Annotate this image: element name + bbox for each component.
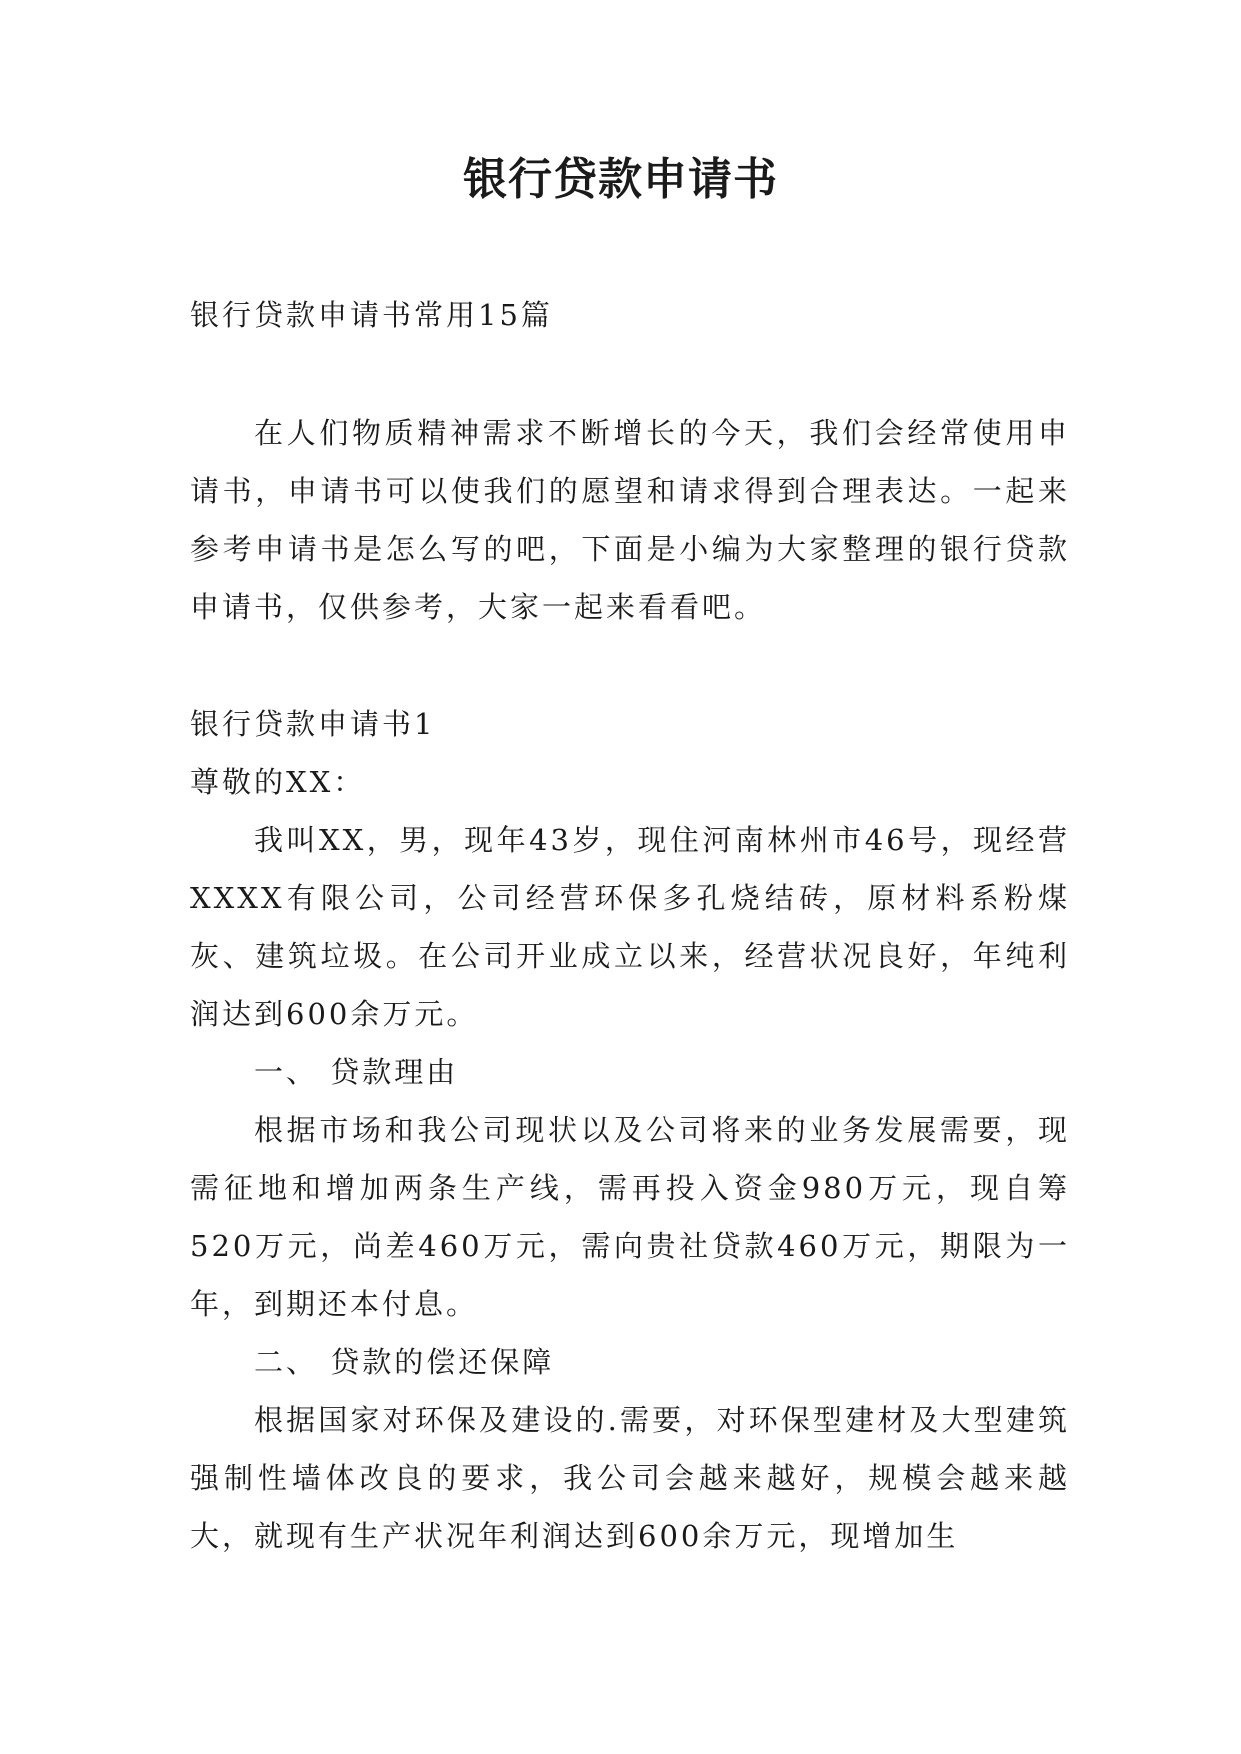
section-heading: 银行贷款申请书1 [190, 707, 436, 741]
paragraph-intro: 我叫XX，男，现年43岁，现住河南林州市46号，现经营XXXX有限公司，公司经营环保多孔烧结砖，原材料系粉煤灰、建筑垃圾。在公司开业成立以来，经营状况良好，年纯利润达到600余万元。 [190, 823, 1070, 1031]
intro-section [190, 404, 1070, 636]
intro-paragraph: 在人们物质精神需求不断增长的今天，我们会经常使用申请书，申请书可以使我们的愿望和请求得到合理表达。一起来参考申请书是怎么写的吧，下面是小编为大家整理的银行贷款申请书，仅供参考，大家一起来看看吧。 [190, 416, 1070, 624]
document-subtitle [190, 286, 1070, 344]
heading-repayment-guarantee: 二、 贷款的偿还保障 [254, 1345, 555, 1379]
document-title: 银行贷款申请书 [463, 154, 778, 205]
subtitle-text: 银行贷款申请书常用15篇 [190, 298, 553, 332]
heading-loan-reason: 一、 贷款理由 [254, 1055, 459, 1089]
paragraph-loan-reason: 根据市场和我公司现状以及公司将来的业务发展需要，现需征地和增加两条生产线，需再投入资金980万元，现自筹520万元，尚差460万元，需向贵社贷款460万元，期限为一年，到期还本付息。 [190, 1113, 1070, 1321]
salutation: 尊敬的XX： [190, 765, 366, 799]
letter-body [190, 695, 1070, 1565]
paragraph-repayment-guarantee: 根据国家对环保及建设的.需要，对环保型建材及大型建筑强制性墙体改良的要求，我公司会越来越好，规模会越来越大，就现有生产状况年利润达到600余万元，现增加生 [190, 1403, 1070, 1553]
